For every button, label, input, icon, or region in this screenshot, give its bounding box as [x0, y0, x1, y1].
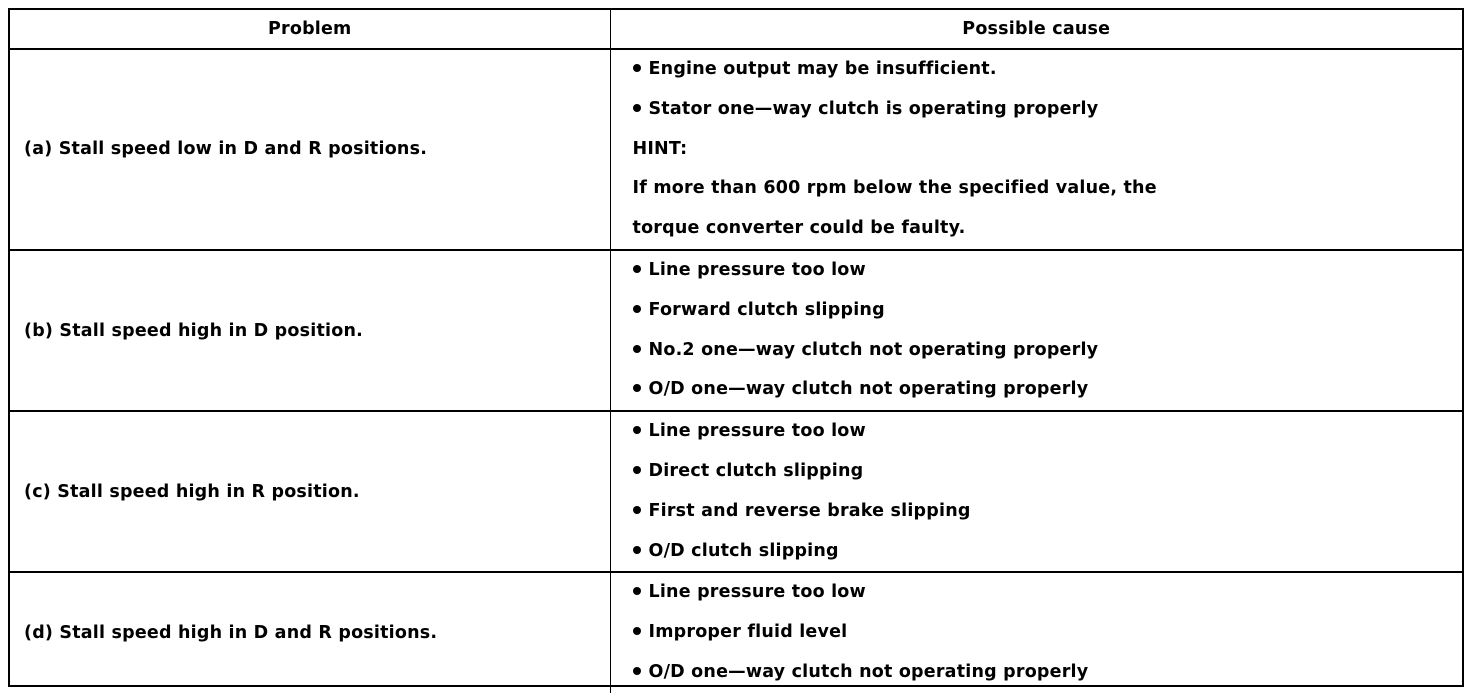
- table-row: [10, 49, 1462, 250]
- header-row: [10, 10, 1462, 49]
- troubleshooting-table: [10, 10, 1462, 693]
- cause-list-item: [633, 50, 1463, 90]
- hint-text-line: [633, 209, 1463, 249]
- cause-text: Engine output may be insufficient.: [648, 59, 997, 79]
- bullet-icon: [633, 104, 641, 112]
- cause-list-item: [633, 452, 1463, 492]
- cause-text: No.2 one—way clutch not operating properly: [648, 339, 1099, 360]
- possible-cause-cell: [610, 572, 1462, 692]
- cause-text: Improper fluid level: [648, 622, 848, 643]
- table-row: [10, 572, 1462, 692]
- cause-text: Direct clutch slipping: [648, 460, 864, 481]
- bullet-icon: [633, 506, 641, 514]
- problem-cell: (d) Stall speed high in D and R positions.: [10, 572, 610, 692]
- troubleshooting-table-frame: [8, 8, 1464, 687]
- cause-text: Stator one—way clutch is operating properly: [648, 98, 1099, 119]
- bullet-icon: [633, 627, 641, 635]
- cause-list-item: [633, 613, 1463, 653]
- cause-list-item: [633, 90, 1463, 130]
- cause-list-item: [633, 653, 1463, 693]
- cause-list-item: [633, 532, 1463, 572]
- bullet-icon: [633, 546, 641, 554]
- table-row: [10, 411, 1462, 572]
- hint-text-line: [633, 130, 1463, 170]
- cause-list-item: [633, 370, 1463, 410]
- bullet-icon: [633, 265, 641, 273]
- bullet-icon: [633, 667, 641, 675]
- problem-cell: (a) Stall speed low in D and R positions.: [10, 49, 610, 250]
- hint-text-line: [633, 169, 1463, 209]
- cause-text: Line pressure too low: [648, 421, 866, 442]
- possible-cause-cell: [610, 49, 1462, 250]
- possible-cause-cell: [610, 250, 1462, 411]
- bullet-icon: [633, 345, 641, 353]
- cause-list-item: [633, 251, 1463, 291]
- table-row: [10, 250, 1462, 411]
- cause-text: O/D one—way clutch not operating properly: [648, 379, 1089, 400]
- cause-text: Line pressure too low: [648, 582, 866, 603]
- cause-text: If more than 600 rpm below the specified value, the: [632, 178, 1157, 199]
- column-header-possible-cause: Possible cause: [610, 10, 1462, 49]
- cause-text: O/D one—way clutch not operating properly: [648, 661, 1089, 682]
- cause-text: Line pressure too low: [648, 259, 866, 280]
- cause-text: HINT:: [632, 138, 688, 159]
- bullet-icon: [633, 587, 641, 595]
- cause-list-item: [633, 412, 1463, 452]
- bullet-icon: [633, 426, 641, 434]
- cause-list-item: [633, 492, 1463, 532]
- cause-text: First and reverse brake slipping: [648, 500, 971, 521]
- cause-list-item: [633, 331, 1463, 371]
- cause-list-item: [633, 573, 1463, 613]
- cause-text: Forward clutch slipping: [648, 299, 885, 320]
- cause-text: O/D clutch slipping: [648, 540, 839, 561]
- bullet-icon: [633, 384, 641, 392]
- bullet-icon: [633, 466, 641, 474]
- bullet-icon: [633, 305, 641, 313]
- problem-cell: (c) Stall speed high in R position.: [10, 411, 610, 572]
- cause-list-item: [633, 291, 1463, 331]
- bullet-icon: [633, 64, 641, 72]
- possible-cause-cell: [610, 411, 1462, 572]
- problem-cell: (b) Stall speed high in D position.: [10, 250, 610, 411]
- column-header-problem: Problem: [10, 10, 610, 49]
- cause-text: torque converter could be faulty.: [632, 218, 966, 239]
- table-body: [10, 49, 1462, 693]
